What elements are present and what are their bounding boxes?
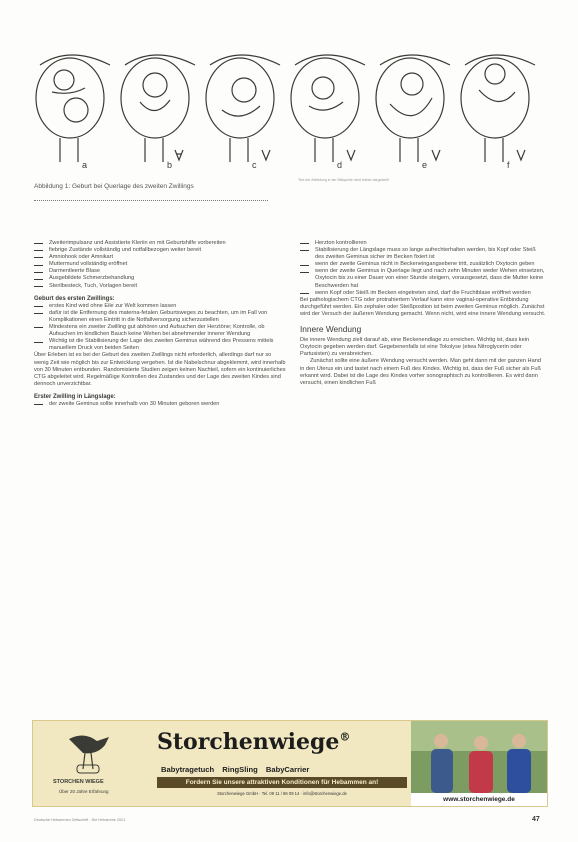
product-babytragetuch: Babytragetuch xyxy=(161,765,215,774)
list-item: Wichtig ist die Stabilisierung der Lage des zweiten Geminus während des Pressens mittels manuellem Druck von beiden Seiten xyxy=(34,338,286,352)
left-list-1 xyxy=(34,240,286,290)
ad-brand-title xyxy=(157,729,350,755)
list-item: Sterilbesteck, Tuch, Vorlagen bereit xyxy=(34,283,286,290)
section-heading-longitudinal: Erster Zwilling in Längslage: xyxy=(34,393,116,400)
footer-text: Deutsche Hebammen Zeitschrift · Die Hebamme 2021 xyxy=(34,818,126,822)
left-column xyxy=(34,240,286,408)
paragraph: Bei pathologischem CTG oder protrahiertem Verlauf kann eine vaginal-operative Entbindung durchgeführt werden. Ein zephaler oder Steißposition ist beim zweiten Geminus möglich. Zunächst wird der Versuch der äußeren Wendung gemacht. Wenn nicht, wird eine innere Wendung versucht. xyxy=(300,296,546,317)
section-heading-first-twin: Geburt des ersten Zwillings: xyxy=(34,295,115,302)
left-list-2 xyxy=(34,303,286,353)
figure-caption: Abbildung 1: Geburt bei Querlage des zweiten Zwillings xyxy=(34,183,194,190)
paragraph: Über Erleben ist es bei der Geburt des zweiten Zwillings nicht erforderlich, allerdings darf nur so wenig Zeit wie möglich bis zur Entwicklung vergehen. Ist die Nabelschnur abgeklemmt, wird innerhalb von 30 Minuten entbunden. Randomisierte Studien zeigen keinen Nachteil, sofern ein kontinuierliches CTG abgeleitet wird. Regelmäßige Kontrollen des Zustandes und der Lage des zweiten Kindes sind dennoch unverzichtbar. xyxy=(34,352,286,387)
paragraph: Die innere Wendung zielt darauf ab, eine Beckenendlage zu erreichen. Wichtig ist, dass kein Oxytocin gegeben werden darf. Gegebenenfalls ist eine Tokolyse (etwa Nitroglycerin oder Partusisten) zu verabreichen. xyxy=(300,337,530,358)
figure-label-d: d xyxy=(337,160,343,170)
list-item: wenn Kopf oder Steiß im Becken eingetreten sind, darf die Fruchtblase eröffnet werden xyxy=(300,290,546,297)
ad-offer-banner: Fordern Sie unsere attraktiven Konditionen für Hebammen an! xyxy=(157,777,407,788)
drawing-a xyxy=(36,55,110,162)
paragraph: Zunächst sollte eine äußere Wendung versucht werden. Man geht dann mit der ganzen Hand in den Uterus ein und tastet nach einem Fuß des Kindes. Wichtig ist, dass der Fuß sicher als Fuß erkannt wird. Dabei ist die Lage des Kindes vorher sonographisch zu kontrollieren. Es wird dann versucht, einen kindlichen Fuß xyxy=(300,358,541,386)
drawing-c xyxy=(206,55,280,162)
figure-side-note: Text der Abbildung in der Bildquelle nicht lesbar dargestellt xyxy=(298,178,389,182)
product-babycarrier: BabyCarrier xyxy=(265,765,310,774)
registered-mark: ® xyxy=(339,730,351,744)
drawing-f xyxy=(461,55,535,162)
list-item: Herzton kontrollieren xyxy=(300,240,546,247)
list-item: Zweiterimpulsanz und Assistierte Kleriin en mit Geburtshilfe vorbereiten xyxy=(34,240,286,247)
figure-twin-birth xyxy=(30,40,550,180)
left-list-3 xyxy=(34,401,286,408)
storchenwiege-advertisement[interactable] xyxy=(32,720,548,807)
ad-website-link[interactable]: www.storchenwiege.de xyxy=(411,793,547,806)
list-item: erstes Kind wird ohne Eile zur Welt kommen lassen xyxy=(34,303,286,310)
uterus-illustration xyxy=(30,40,550,180)
ad-contact: Storchenwiege GmbH · Tel. 09 11 / 96 09 14 · info@storchenwiege.de xyxy=(217,791,347,796)
logo-subtitle: Über 20 Jahre Erfahrung xyxy=(59,789,109,794)
list-item: wenn der zweite Geminus nicht in Beckeneingangsebene tritt, zusätzlich Oxytocin geben xyxy=(300,261,546,268)
drawing-e xyxy=(376,55,450,162)
figure-label-a: a xyxy=(82,160,88,170)
figure-label-f: f xyxy=(507,160,510,170)
figure-label-b: b xyxy=(167,160,173,170)
drawing-b xyxy=(121,55,195,162)
list-item: Ausgebildete Schmerzbehandlung xyxy=(34,275,286,282)
page-number: 47 xyxy=(532,816,540,823)
ad-product-list xyxy=(161,765,315,774)
ad-family-photo xyxy=(411,721,547,793)
list-item: Muttermund vollständig eröffnet xyxy=(34,261,286,268)
list-item: Amniohook oder Amnikart xyxy=(34,254,286,261)
caption-divider xyxy=(34,200,268,201)
ad-brand-name: Storchenwiege xyxy=(157,729,340,755)
list-item: der zweite Geminus sollte innerhalb von 30 Minuten geboren werden xyxy=(34,401,286,408)
figure-label-e: e xyxy=(422,160,428,170)
storchenwiege-logo xyxy=(39,729,151,799)
section-heading-inner-version: Innere Wendung xyxy=(300,324,362,335)
product-ringsling: RingSling xyxy=(222,765,258,774)
list-item: Stabilisierung der Längslage muss so lange aufrechterhalten werden, bis Kopf oder Steiß des zweiten Geminus sicher im Becken fixiert ist xyxy=(300,247,546,261)
right-column xyxy=(300,240,546,387)
stork-icon xyxy=(39,729,151,799)
list-item: fiebrige Zustände vollständig und notfallbezogen weiter bereit xyxy=(34,247,286,254)
family-photo-image xyxy=(411,721,547,793)
right-list-1 xyxy=(300,240,546,297)
list-item: wenn der zweite Geminus in Querlage liegt und nach zehn Minuten weder Wehen einsetzen, Oxytocin bis zu einer Dauer von einer Stunde steigern, vorausgesetzt, dass die Mutter keine Beschwerden hat xyxy=(300,268,546,289)
list-item: Darmentleerte Blase xyxy=(34,268,286,275)
figure-label-c: c xyxy=(252,160,257,170)
drawing-d xyxy=(291,55,365,162)
list-item: Mindestens ein zweiter Zwilling gut abhören und Aufsuchen der Herztöne; Kontrolle, ob Aufsuchen im kindlichen Bauch keine Wehen bei abnehmender innerer Wendung xyxy=(34,324,286,338)
list-item: dafür ist die Entfernung des materna-fetalen Geburtsweges zu beachten, um im Fall von Komplikationen einen Eintritt in die Notfallversorgung sicherzustellen xyxy=(34,310,286,324)
logo-name: STORCHEN WIEGE xyxy=(53,779,104,785)
